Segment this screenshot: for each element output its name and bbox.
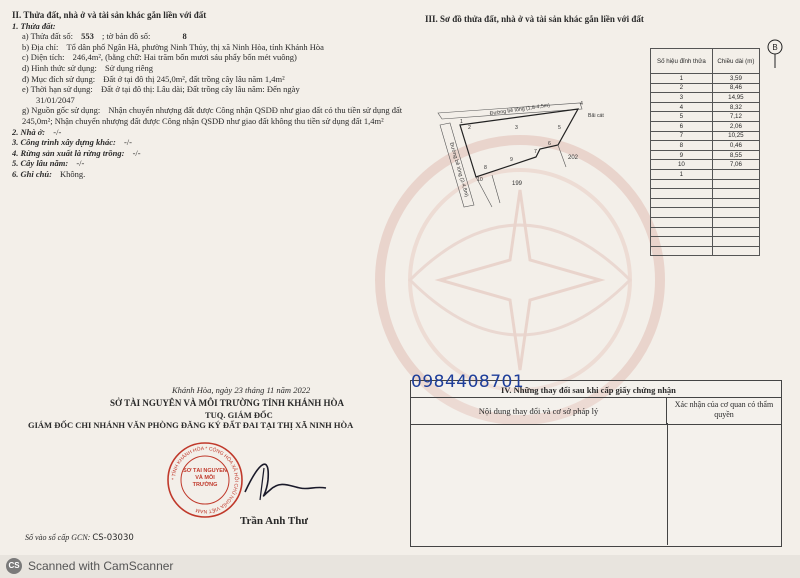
usage-purpose-row: đ) Mục đích sử dụng: Đất ở tại đô thị 245,0m², đất trồng cây lâu năm 1,4m² bbox=[22, 73, 285, 84]
notes-row: 6. Ghi chú: Không. bbox=[12, 168, 86, 179]
vertex-id: 1 bbox=[651, 74, 713, 84]
svg-text:1: 1 bbox=[460, 119, 463, 125]
usage-purpose-value: Đất ở tại đô thị 245,0m², đất trồng cây lâu năm 1,4m² bbox=[103, 73, 285, 84]
usage-form-value: Sử dụng riêng bbox=[104, 62, 154, 73]
camscanner-icon: CS bbox=[6, 558, 22, 574]
north-arrow-icon bbox=[766, 38, 784, 68]
vertex-id: 5 bbox=[651, 112, 713, 122]
changes-table bbox=[410, 380, 782, 547]
usage-form-row: d) Hình thức sử dụng: Sử dụng riêng bbox=[22, 62, 154, 73]
beach-label: Bãi cát bbox=[588, 113, 604, 119]
parcel-number: 553 bbox=[81, 31, 94, 42]
svg-text:3: 3 bbox=[515, 125, 518, 131]
vertex-row-empty bbox=[651, 208, 760, 218]
length-header: Chiều dài (m) bbox=[712, 49, 759, 74]
vertex-id: 7 bbox=[651, 131, 713, 141]
vertex-id: 9 bbox=[651, 150, 713, 160]
vertex-row-empty bbox=[651, 198, 760, 208]
other-construction-row: 3. Công trình xây dựng khác: -/- bbox=[12, 137, 132, 148]
official-seal bbox=[165, 440, 245, 520]
vertex-row-empty bbox=[651, 189, 760, 199]
seal-center-text: SỞ TÀI NGUYÊN VÀ MÔI TRƯỜNG bbox=[183, 468, 227, 488]
vertex-length: 8,55 bbox=[712, 150, 759, 160]
vertex-length: 10,25 bbox=[712, 131, 759, 141]
vertex-row-empty bbox=[651, 179, 760, 189]
usage-term-date: 31/01/2047 bbox=[36, 94, 75, 105]
compass-label: B bbox=[772, 43, 778, 52]
vertex-length: 14,95 bbox=[712, 93, 759, 103]
vertex-id: 1 bbox=[651, 169, 713, 179]
section-ii-title: II. Thửa đất, nhà ở và tài sản khác gắn liền với đất bbox=[12, 10, 207, 20]
vertex-row bbox=[651, 169, 760, 179]
side-road-label: Đường bê tông (2-4,8m) bbox=[448, 141, 470, 198]
cert-register-number: Số vào sổ cấp GCN: CS-03030 bbox=[25, 533, 134, 543]
vertex-row bbox=[651, 121, 760, 131]
vertex-length bbox=[712, 169, 759, 179]
authority-confirmation-header: Xác nhận của cơ quan có thẩm quyền bbox=[674, 400, 774, 419]
vertex-length: 7,12 bbox=[712, 112, 759, 122]
origin-value: Nhận chuyển nhượng đất được Công nhận QSDĐ như giao đất có thu tiền sử dụng đất 245,0m²; Nhận chuyển nhượng đất được Công nhận QSDĐ như giao đất không thu tiền sử dụng đất 1,4m² bbox=[22, 105, 403, 126]
vertex-id: 2 bbox=[651, 83, 713, 93]
svg-text:8: 8 bbox=[484, 165, 487, 171]
usage-term-value: Đất ở tại đô thị: Lâu dài; Đất trồng cây lâu năm: Đến ngày bbox=[100, 84, 300, 95]
vertex-row bbox=[651, 93, 760, 103]
vertex-header: Số hiệu đỉnh thửa bbox=[651, 49, 713, 74]
change-content-header: Nội dung thay đổi và cơ sở pháp lý bbox=[411, 398, 667, 424]
vertex-row bbox=[651, 102, 760, 112]
vertex-row-empty bbox=[651, 246, 760, 256]
scanner-footer-text: Scanned with CamScanner bbox=[28, 559, 174, 573]
cert-number: CS-03030 bbox=[92, 533, 134, 543]
address-row: b) Địa chỉ: Tổ dân phố Ngân Hà, phường Ninh Thủy, thị xã Ninh Hòa, tỉnh Khánh Hòa bbox=[22, 41, 324, 52]
vertex-id: 8 bbox=[651, 141, 713, 151]
signer-name: Trần Anh Thư bbox=[240, 515, 308, 527]
delegation-title: TUQ. GIÁM ĐỐC bbox=[205, 410, 273, 420]
item1-title: 1. Thửa đất: bbox=[12, 20, 56, 31]
vertex-row bbox=[651, 141, 760, 151]
parcel-details bbox=[12, 10, 407, 180]
vertex-row bbox=[651, 150, 760, 160]
section-iv-title: IV. Những thay đổi sau khi cấp giấy chứng nhận bbox=[501, 385, 676, 395]
phone-overlay: 0984408701 bbox=[411, 372, 525, 392]
vertex-row bbox=[651, 74, 760, 84]
forest-row: 4. Rừng sản xuất là rừng trồng: -/- bbox=[12, 147, 141, 158]
svg-text:5: 5 bbox=[558, 125, 561, 131]
address-value: Tổ dân phố Ngân Hà, phường Ninh Thủy, thị xã Ninh Hòa, tỉnh Khánh Hòa bbox=[66, 41, 324, 52]
section-iii-title: III. Sơ đồ thửa đất, nhà ở và tài sản khác gắn liền với đất bbox=[425, 14, 644, 24]
vertex-length: 0,46 bbox=[712, 141, 759, 151]
vertex-row-empty bbox=[651, 237, 760, 247]
vertex-row-empty bbox=[651, 217, 760, 227]
scanner-footer bbox=[0, 555, 800, 578]
seal-ring-text: * TỈNH KHÁNH HÒA * CỘNG HÒA XÃ HỘI CHỦ NGHĨA VIỆT NAM bbox=[170, 445, 240, 515]
area-value: 246,4m², (bằng chữ: Hai trăm bốn mươi sáu phẩy bốn mét vuông) bbox=[72, 52, 297, 63]
vertex-id: 6 bbox=[651, 121, 713, 131]
vertex-id: 3 bbox=[651, 93, 713, 103]
house-row: 2. Nhà ở: -/- bbox=[12, 126, 62, 137]
svg-text:2: 2 bbox=[468, 125, 471, 131]
perennial-trees-row: 5. Cây lâu năm: -/- bbox=[12, 158, 85, 169]
svg-text:9: 9 bbox=[510, 157, 513, 163]
parcel-boundary bbox=[460, 109, 578, 177]
issuing-department: SỞ TÀI NGUYÊN VÀ MÔI TRƯỜNG TỈNH KHÁNH HÒA bbox=[110, 398, 345, 408]
usage-term-row: e) Thời hạn sử dụng: Đất ở tại đô thị: Lâu dài; Đất trồng cây lâu năm: Đến ngày bbox=[22, 84, 300, 95]
vertex-length: 7,06 bbox=[712, 160, 759, 170]
parcel-number-row: a) Thửa đất số: 553 ; tờ bản đồ số: 8 bbox=[22, 31, 187, 42]
vertex-row bbox=[651, 160, 760, 170]
parcel-sketch bbox=[430, 85, 630, 215]
signer-position: GIÁM ĐỐC CHI NHÁNH VĂN PHÒNG ĐĂNG KÝ ĐẤT ĐAI TẠI THỊ XÃ NINH HÒA bbox=[28, 420, 354, 430]
map-sheet-number: 8 bbox=[182, 31, 187, 42]
vertex-row-empty bbox=[651, 227, 760, 237]
vertex-length-table bbox=[650, 48, 760, 256]
svg-text:4: 4 bbox=[580, 101, 583, 107]
svg-text:7: 7 bbox=[534, 149, 537, 155]
vertex-length: 2,06 bbox=[712, 121, 759, 131]
vertex-id: 4 bbox=[651, 102, 713, 112]
vertex-row bbox=[651, 83, 760, 93]
road-label: Đường bê tông (1,8-4,5m) bbox=[489, 102, 551, 117]
handwritten-signature bbox=[240, 450, 330, 510]
svg-text:10: 10 bbox=[477, 177, 483, 183]
vertex-length: 8,32 bbox=[712, 102, 759, 112]
svg-text:6: 6 bbox=[548, 141, 551, 147]
vertex-row bbox=[651, 131, 760, 141]
vertex-length: 8,46 bbox=[712, 83, 759, 93]
vertex-id: 10 bbox=[651, 160, 713, 170]
parcel-202-label: 202 bbox=[568, 155, 579, 161]
vertex-length: 3,59 bbox=[712, 74, 759, 84]
origin-row: g) Nguồn gốc sử dụng: Nhận chuyển nhượng đất được Công nhận QSDĐ như giao đất có thu tiền sử dụng đất 245,0m²; Nhận chuyển nhượng đất được Công nhận QSDĐ như giao đất không thu tiền sử dụng đất 1,4m² bbox=[22, 105, 403, 126]
area-row: c) Diện tích: 246,4m², (bằng chữ: Hai trăm bốn mươi sáu phẩy bốn mét vuông) bbox=[22, 52, 297, 63]
parcel-199-label: 199 bbox=[512, 181, 523, 187]
vertex-row bbox=[651, 112, 760, 122]
issue-date: Khánh Hòa, ngày 23 tháng 11 năm 2022 bbox=[172, 385, 311, 395]
